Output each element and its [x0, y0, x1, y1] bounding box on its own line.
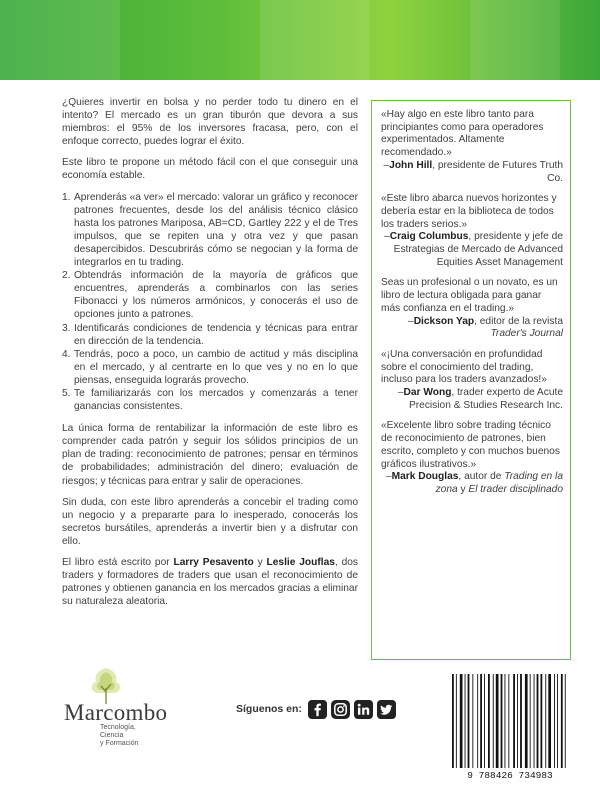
author-name: Leslie Jouflas — [266, 557, 335, 568]
barcode-bar — [508, 674, 509, 768]
brand-name: Marcombo — [64, 700, 168, 725]
testimonial-attribution: –John Hill, presidente de Futures Truth Co. — [383, 159, 563, 184]
barcode-bar — [465, 674, 466, 768]
barcode-bar — [496, 674, 499, 768]
band-stripe — [470, 0, 560, 80]
barcode-bar — [517, 674, 518, 768]
intro-paragraph-2: Este libro te propone un método fácil con el que conseguir una economía estable. — [62, 157, 358, 182]
barcode-bar — [472, 674, 473, 768]
testimonial: «Excelente libro sobre trading técnico de reconocimiento de patrones, bien escrito, completo y con muchos buenos gráficos ilustrativos.» –Mark Douglas, autor de Trading en la zona y El trader disciplinado — [381, 420, 563, 495]
band-stripe — [0, 0, 120, 80]
testimonial-attribution: –Mark Douglas, autor de Trading en la zona y El trader disciplinado — [385, 471, 563, 495]
barcode-bar — [505, 674, 506, 768]
list-item: 2. Obtendrás información de la mayoría de gráficos que encuentres, aprenderás a combinarlos con las series Fibonacci y los números armónicos, y conocerás el uso de opciones junto a patrones. — [62, 270, 358, 321]
isbn-barcode — [448, 672, 572, 784]
barcode-bar — [534, 674, 535, 768]
header-green-band — [0, 0, 600, 80]
authors-paragraph: El libro está escrito por Larry Pesavento y Leslie Jouflas, dos traders y formadores de traders que usan el reconocimiento de patrones y obtienen ganancia en los mercados gracias a eliminar su naturaleza aleatoria. — [62, 557, 358, 608]
list-item: 5. Te familiarizarás con los mercados y comenzarás a tener ganancias consistentes. — [62, 387, 358, 413]
barcode-bar — [493, 674, 494, 768]
testimonial-attribution: –Craig Columbus, presidente y jefe de Estrategias de Mercado de Advanced Equities Asset Management — [384, 231, 563, 268]
barcode-bar — [557, 674, 558, 768]
social-links — [236, 698, 400, 720]
benefits-list — [62, 191, 358, 414]
barcode-bar — [480, 674, 482, 768]
barcode-bar — [554, 674, 555, 768]
author-name: Larry Pesavento — [173, 557, 254, 568]
social-label: Síguenos en: — [236, 703, 302, 715]
barcode-bar — [548, 674, 551, 768]
testimonials-box — [371, 100, 571, 660]
barcode-bar — [452, 674, 454, 768]
barcode-bar — [484, 674, 485, 768]
linkedin-icon[interactable] — [354, 700, 373, 719]
barcode-bar — [525, 674, 528, 768]
barcode-bar — [537, 674, 539, 768]
barcode-bar — [565, 674, 566, 768]
barcode-bar — [520, 674, 522, 768]
intro-paragraph: ¿Quieres invertir en bolsa y no perder todo tu dinero en el intento? El mercado es un gran tiburón que devora a sus miembros: el 95% de los inversores fracasa, pero, con el enfoque correcto, puedes lograr el éxito. — [62, 97, 358, 148]
barcode-bar — [501, 674, 503, 768]
list-item: 4. Tendrás, poco a poco, un cambio de actitud y más disciplina en el mercado, y al centrarte en lo que ves y no en lo que piensas, enseguida lograrás provecho. — [62, 348, 358, 386]
publisher-logo — [64, 666, 214, 746]
brand-tagline: Tecnología, Ciencia y Formación — [100, 724, 139, 747]
barcode-bar — [488, 674, 490, 768]
barcode-bar — [545, 674, 546, 768]
barcode-bars — [448, 672, 572, 770]
isbn-digits: 9 788426 734983 — [467, 770, 553, 781]
body-paragraph: La única forma de rentabilizar la información de este libro es comprender cada patrón y seguir los sólidos principios de un plan de trading: reconocimiento de patrones; pensar en términos de probabilidades; administración del dinero; evaluación de riesgos; y técnicas para entrar y salir de operaciones. — [62, 423, 358, 487]
barcode-bar — [456, 674, 457, 768]
testimonial-attribution: –Dickson Yap, editor de la revista Trader's Journal — [408, 315, 563, 340]
twitter-icon[interactable] — [377, 700, 396, 719]
barcode-bar — [477, 674, 478, 768]
barcode-bar — [468, 674, 470, 768]
barcode-bar — [513, 674, 515, 768]
testimonial: «Hay algo en este libro tanto para principiantes como para operadores experimentados. Altamente recomendado.» –John Hill, presidente de Futures Truth Co. — [381, 109, 563, 184]
barcode-bar — [541, 674, 543, 768]
body-paragraph: Sin duda, con este libro aprenderás a concebir el trading como un negocio y a prepararte para lo inesperado, conocerás los secretos bursátiles, aprenderás a invertir bien y a disfrutar con ello. — [62, 496, 358, 547]
barcode-bar — [530, 674, 531, 768]
list-item: 3. Identificarás condiciones de tendencia y técnicas para entrar en dirección de la tendencia. — [62, 322, 358, 347]
barcode-bar — [561, 674, 563, 768]
testimonial: Seas un profesional o un novato, es un libro de lectura obligada para ganar más confianza en el trading.» –Dickson Yap, editor de la revista Trader's Journal — [381, 277, 563, 340]
barcode-bar — [460, 674, 463, 768]
testimonial-attribution: –Dar Wong, trader experto de Acute Precision & Studies Research Inc. — [397, 387, 563, 411]
back-cover-description — [62, 96, 358, 616]
testimonial: «¡Una conversación en profundidad sobre el conocimiento del trading, incluso para los traders avanzados!» –Dar Wong, trader experto de Acute Precision & Studies Research Inc. — [381, 348, 563, 411]
facebook-icon[interactable] — [308, 700, 327, 719]
testimonial: «Este libro abarca nuevos horizontes y debería estar en la biblioteca de todos los traders serios.» –Craig Columbus, presidente y jefe de Estrategias de Mercado de Advanced Equities Asset Management — [381, 193, 563, 268]
band-stripe — [260, 0, 370, 80]
list-item: 1. Aprenderás «a ver» el mercado: valorar un gráfico y reconocer patrones frecuentes, desde los del análisis técnico clásico hasta los patrones Mariposa, AB=CD, Gartley 222 y el de Tres impulsos, que se repiten una y otra vez y que pasan desapercibidos. Descubrirás cómo se negocian y la forma de integrarlos en tu trading. — [62, 191, 358, 269]
instagram-icon[interactable] — [331, 700, 350, 719]
